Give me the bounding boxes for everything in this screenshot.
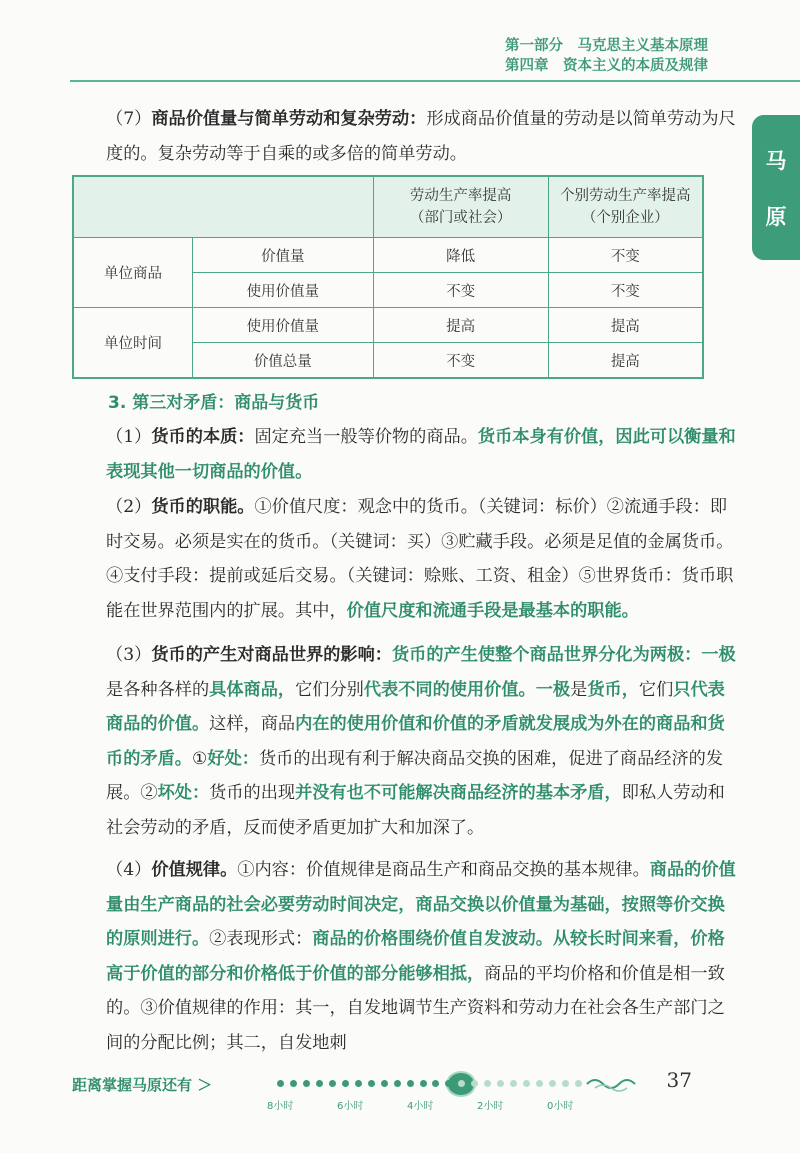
progress-dot <box>368 1080 375 1087</box>
tab-char-2: 原 <box>765 204 787 229</box>
q1-heading: 货币的本质： <box>151 427 255 447</box>
q3-t2: 它们分别 <box>295 679 364 700</box>
tick-2h: 2小时 <box>477 1101 504 1112</box>
cell-individual: 提高 <box>548 308 703 343</box>
q2-highlight: 价值尺度和流通手段是最基本的职能。 <box>346 600 639 621</box>
progress-dot <box>355 1080 362 1087</box>
cell-social: 不变 <box>373 343 548 379</box>
cell-social: 降低 <box>373 238 548 273</box>
cell-social: 提高 <box>373 308 548 343</box>
q1-highlight: 货币本身有价值，因此可以衡量和表现其他一切商品的价值。 <box>106 427 736 482</box>
tick-6h: 6小时 <box>337 1101 364 1112</box>
progress-dot <box>510 1080 517 1087</box>
col-header-individual-1: 个别劳动生产率提高 <box>560 188 691 204</box>
q3-g5: 只代表商品的价值。 <box>106 679 725 735</box>
running-header <box>505 36 708 76</box>
paragraph-2 <box>72 490 739 628</box>
progress-dot <box>394 1080 401 1087</box>
progress-label: 距离掌握马原还有 ＞ <box>72 1076 213 1094</box>
q3-g3: 代表不同的使用价值。一极 <box>363 679 571 700</box>
p7-num: （7） <box>106 109 152 129</box>
group-unit-commodity: 单位商品 <box>73 238 193 308</box>
q3-g7: 好处： <box>207 748 259 769</box>
tick-4h: 4小时 <box>407 1101 434 1112</box>
col-header-social-2: （部门或社会） <box>409 210 512 226</box>
q3-t5: 这样，商品 <box>209 714 296 735</box>
paragraph-4 <box>72 853 739 1061</box>
q4-t1: ①内容：价值规律是商品生产和商品交换的基本规律。 <box>237 860 650 880</box>
progress-dot <box>277 1080 284 1087</box>
q2-heading: 货币的职能。 <box>151 497 255 517</box>
progress-dot <box>497 1080 504 1087</box>
q1-text: 固定充当一般等价物的商品。 <box>254 427 478 447</box>
q2-num: （2） <box>106 497 152 517</box>
progress-dot <box>316 1080 323 1087</box>
tick-0h: 0小时 <box>547 1101 574 1112</box>
header-chapter: 第四章 资本主义的本质及规律 <box>505 58 708 74</box>
q2-text: ①价值尺度：观念中的货币。（关键词：标价）②流通手段：即时交易。必须是实在的货币。（关键词：买）③贮藏手段。必须是足值的金属货币。④支付手段：提前或延后交易。（关键词：赊账、工资、租金）⑤世界货币：货币职能在世界范围内的扩展。其中， <box>106 497 734 621</box>
table-row <box>73 308 703 343</box>
row-label: 使用价值量 <box>193 273 374 308</box>
q3-g1: 货币的产生使整个商品世界分化为两极：一极 <box>391 645 736 665</box>
q3-t3: 是 <box>570 679 588 700</box>
row-label: 价值量 <box>193 238 374 273</box>
cell-individual: 不变 <box>548 238 703 273</box>
progress-dot <box>549 1080 556 1087</box>
progress-dot <box>342 1080 349 1087</box>
productivity-table <box>72 175 704 379</box>
tick-8h: 8小时 <box>267 1101 294 1112</box>
row-label: 价值总量 <box>193 343 374 379</box>
progress-dot <box>303 1080 310 1087</box>
progress-dot <box>420 1080 427 1087</box>
progress-dot <box>562 1080 569 1087</box>
progress-dot <box>432 1080 439 1087</box>
q3-g8: 坏处： <box>157 783 210 804</box>
cell-individual: 提高 <box>548 343 703 379</box>
q3-heading: 货币的产生对商品世界的影响： <box>151 645 392 665</box>
progress-dot <box>523 1080 530 1087</box>
q4-num: （4） <box>106 860 152 880</box>
cell-social: 不变 <box>373 273 548 308</box>
col-header-social <box>373 176 548 238</box>
p7-text: 形成商品价值量的劳动是以简单劳动为尺度的。复杂劳动等于自乘的或多倍的简单劳动。 <box>106 109 736 164</box>
header-divider <box>70 80 800 82</box>
q3-g2: 具体商品， <box>209 679 296 700</box>
progress-dot <box>290 1080 297 1087</box>
tab-char-1: 马 <box>765 148 787 173</box>
progress-dot <box>329 1080 336 1087</box>
q3-t1: 是各种各样的 <box>106 679 210 700</box>
q1-num: （1） <box>106 427 152 447</box>
q4-t3: 商品的平均价格和价值是相一致的。③价值规律的作用：其一，自发地调节生产资料和劳动力在社会各生产部门之间的分配比例；其二，自发地刺 <box>106 963 725 1053</box>
progress-dot <box>471 1080 478 1087</box>
col-header-individual <box>548 176 703 238</box>
q3-num: （3） <box>106 645 152 665</box>
progress-dot <box>381 1080 388 1087</box>
q3-t8: 货币的出现 <box>209 783 296 804</box>
progress-dot <box>575 1080 582 1087</box>
q4-t2: ②表现形式： <box>209 929 313 950</box>
progress-dot <box>484 1080 491 1087</box>
progress-dot <box>407 1080 414 1087</box>
wave-icon <box>585 1072 645 1092</box>
table-corner <box>73 176 373 238</box>
group-unit-time: 单位时间 <box>73 308 193 379</box>
section-title: 3. 第三对矛盾：商品与货币 <box>108 393 320 413</box>
q3-t6: ① <box>191 748 208 769</box>
col-header-social-1: 劳动生产率提高 <box>409 188 512 204</box>
p7-heading: 商品价值量与简单劳动和复杂劳动： <box>151 109 427 129</box>
q3-g4: 货币， <box>587 679 639 700</box>
table-header-row <box>73 176 703 238</box>
q4-heading: 价值规律。 <box>151 860 238 880</box>
page-number: 37 <box>666 1068 692 1092</box>
q3-t7: 货币的出现有利于解决商品交换的困难，促进了商品经济的发展。② <box>106 748 724 804</box>
cell-individual: 不变 <box>548 273 703 308</box>
col-header-individual-2: （个别企业） <box>581 210 669 226</box>
row-label: 使用价值量 <box>193 308 374 343</box>
q3-g6: 内在的使用价值和价值的矛盾就发展成为外在的商品和货币的矛盾。 <box>106 714 725 769</box>
section-tab[interactable] <box>752 115 800 260</box>
q4-g1: 商品的价值量由生产商品的社会必要劳动时间决定，商品交换以价值量为基础，按照等价交换的原则进行。 <box>106 860 736 950</box>
progress-dot <box>536 1080 543 1087</box>
q4-g2: 商品的价格围绕价值自发波动。从较长时间来看，价格高于价值的部分和价格低于价值的部分能够相抵， <box>106 929 725 984</box>
table-row <box>73 238 703 273</box>
q3-g9: 并没有也不可能解决商品经济的基本矛盾， <box>295 783 622 804</box>
q3-t9: 即私人劳动和社会劳动的矛盾，反而使矛盾更加扩大和加深了。 <box>106 783 725 838</box>
header-part: 第一部分 马克思主义基本原理 <box>505 38 708 54</box>
paragraph-1 <box>72 420 739 489</box>
q3-t4: 它们 <box>638 679 674 700</box>
paragraph-3 <box>72 638 739 846</box>
paragraph-7 <box>72 102 739 171</box>
